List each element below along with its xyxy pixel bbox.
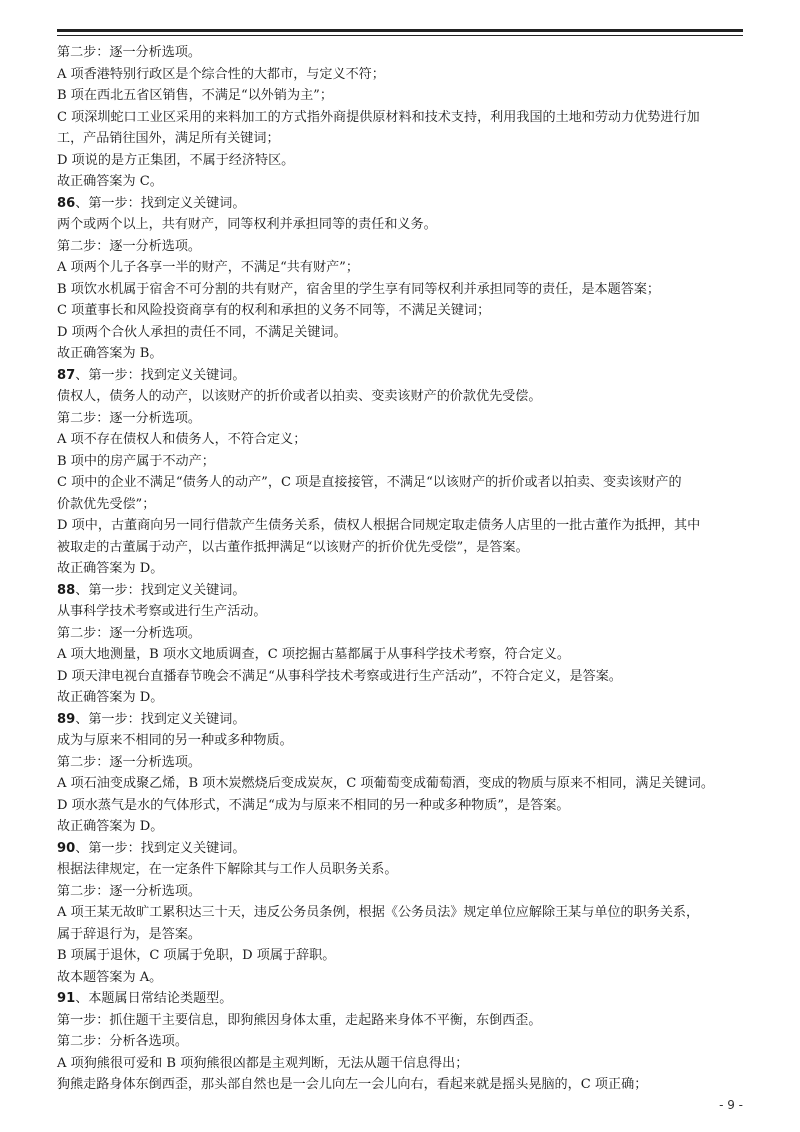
line-text: D 项天津电视台直播春节晚会不满足“从事科学技术考察或进行生产活动”，不符合定义，是答案。 <box>57 668 622 684</box>
line-text: D 项中，古董商向另一同行借款产生债务关系，债权人根据合同规定取走债务人店里的一批古董作为抵押，其中 <box>57 518 701 533</box>
text-line <box>57 902 757 924</box>
text-line <box>57 537 757 559</box>
text-line <box>57 322 757 344</box>
line-text: 故正确答案为 C。 <box>57 174 163 189</box>
line-text: 第二步：逐一分析选项。 <box>57 625 202 641</box>
line-text: 、本题属日常结论类题型。 <box>75 991 233 1006</box>
line-text: A 项石油变成聚乙烯，B 项木炭燃烧后变成炭灰，C 项葡萄变成葡萄酒，变成的物质与原来不相同，满足关键词。 <box>57 776 714 791</box>
text-line <box>57 171 757 193</box>
line-text: 成为与原来不相同的另一种或多种物质。 <box>57 733 293 748</box>
line-text: A 项香港特别行政区是个综合性的大都市，与定义不符； <box>57 66 385 82</box>
text-line <box>57 300 757 322</box>
line-text: 故本题答案为 A。 <box>57 969 163 985</box>
text-line <box>57 1031 757 1053</box>
line-text: A 项大地测量，B 项水文地质调查，C 项挖掘古墓都属于从事科学技术考察，符合定义。 <box>57 647 570 662</box>
question-number: 90 <box>57 840 76 856</box>
text-line <box>57 558 757 580</box>
line-text: C 项深圳蛇口工业区采用的来料加工的方式指外商提供原材料和技术支持，利用我国的土地和劳动力优势进行加 <box>57 109 700 125</box>
text-line <box>57 386 757 408</box>
text-line <box>57 429 757 451</box>
text-line <box>57 752 757 774</box>
header-rule-thin <box>57 35 743 36</box>
line-text: 、第一步：找到定义关键词。 <box>75 195 246 211</box>
text-line <box>57 214 757 236</box>
question-number: 87 <box>57 367 76 383</box>
text-line <box>57 859 757 881</box>
line-text: 被取走的古董属于动产，以古董作抵押满足“以该财产的折价优先受偿”，是答案。 <box>57 539 529 555</box>
line-text: B 项在西北五省区销售，不满足“以外销为主”； <box>57 88 333 103</box>
line-text: C 项中的企业不满足“债务人的动产”，C 项是直接接管，不满足“以该财产的折价或者以拍卖、变卖该财产的 <box>57 475 682 490</box>
question-heading-line <box>57 709 757 731</box>
line-text: 狗熊走路身体东倒西歪，那头部自然也是一会儿向左一会儿向右，看起来就是摇头晃脑的，C 项正确； <box>57 1077 648 1092</box>
text-line <box>57 279 757 301</box>
line-text: 第二步：逐一分析选项。 <box>57 410 202 426</box>
line-text: D 项水蒸气是水的气体形式，不满足“成为与原来不相同的另一种或多种物质”，是答案。 <box>57 797 570 813</box>
text-line <box>57 515 757 537</box>
line-text: 两个或两个以上，共有财产，同等权利并承担同等的责任和义务。 <box>57 217 437 232</box>
text-line <box>57 623 757 645</box>
line-text: 故正确答案为 D。 <box>57 819 164 834</box>
line-text: 第二步：逐一分析选项。 <box>57 883 202 899</box>
line-text: 第二步：逐一分析选项。 <box>57 45 202 60</box>
line-text: 根据法律规定，在一定条件下解除其与工作人员职务关系。 <box>57 862 398 877</box>
text-line <box>57 730 757 752</box>
text-line <box>57 644 757 666</box>
text-line <box>57 128 757 150</box>
text-line <box>57 42 757 64</box>
line-text: A 项两个儿子各享一半的财产，不满足“共有财产”； <box>57 260 359 275</box>
text-line <box>57 107 757 129</box>
text-line <box>57 601 757 623</box>
text-line <box>57 773 757 795</box>
line-text: 故正确答案为 D。 <box>57 561 164 576</box>
line-text: B 项属于退休，C 项属于免职，D 项属于辞职。 <box>57 948 336 963</box>
line-text: 从事科学技术考察或进行生产活动。 <box>57 604 267 619</box>
text-line <box>57 64 757 86</box>
line-text: 工，产品销往国外，满足所有关键词； <box>57 131 280 146</box>
question-heading-line <box>57 838 757 860</box>
text-line <box>57 881 757 903</box>
line-text: 第二步：分析各选项。 <box>57 1034 188 1049</box>
document-body <box>57 42 757 1096</box>
line-text: 、第一步：找到定义关键词。 <box>75 582 246 598</box>
question-number: 88 <box>57 582 76 598</box>
text-line <box>57 795 757 817</box>
line-text: A 项狗熊很可爱和 B 项狗熊很凶都是主观判断，无法从题干信息得出； <box>57 1055 469 1071</box>
line-text: 第二步：逐一分析选项。 <box>57 754 202 770</box>
text-line <box>57 494 757 516</box>
line-text: 债权人，债务人的动产，以该财产的折价或者以拍卖、变卖该财产的价款优先受偿。 <box>57 389 542 404</box>
text-line <box>57 236 757 258</box>
text-line <box>57 257 757 279</box>
line-text: 第一步：抓住题干主要信息，即狗熊因身体太重，走起路来身体不平衡，东倒西歪。 <box>57 1012 542 1028</box>
line-text: 第二步：逐一分析选项。 <box>57 238 202 254</box>
line-text: 价款优先受偿”； <box>57 496 156 512</box>
text-line <box>57 1010 757 1032</box>
line-text: B 项中的房产属于不动产； <box>57 453 215 469</box>
text-line <box>57 924 757 946</box>
text-line <box>57 816 757 838</box>
text-line <box>57 945 757 967</box>
text-line <box>57 150 757 172</box>
text-line <box>57 687 757 709</box>
question-heading-line <box>57 988 757 1010</box>
question-heading-line <box>57 580 757 602</box>
line-text: 、第一步：找到定义关键词。 <box>75 840 246 856</box>
line-text: 故正确答案为 D。 <box>57 690 164 705</box>
line-text: 属于辞退行为，是答案。 <box>57 926 202 942</box>
text-line <box>57 1074 757 1096</box>
line-text: B 项饮水机属于宿舍不可分割的共有财产，宿舍里的学生享有同等权利并承担同等的责任，是本题答案； <box>57 281 661 297</box>
page-number: - 9 - <box>719 1098 743 1112</box>
text-line <box>57 451 757 473</box>
text-line <box>57 666 757 688</box>
header-rule-thick <box>57 29 743 32</box>
text-line <box>57 1053 757 1075</box>
text-line <box>57 472 757 494</box>
text-line <box>57 85 757 107</box>
line-text: D 项两个合伙人承担的责任不同，不满足关键词。 <box>57 324 347 340</box>
question-number: 86 <box>57 195 76 211</box>
question-number: 91 <box>57 991 76 1006</box>
line-text: A 项不存在债权人和债务人，不符合定义； <box>57 432 307 447</box>
line-text: C 项董事长和风险投资商享有的权利和承担的义务不同等，不满足关键词； <box>57 303 491 318</box>
line-text: A 项王某无故旷工累积达三十天，违反公务员条例，根据《公务员法》规定单位应解除王某与单位的职务关系， <box>57 905 700 920</box>
text-line <box>57 343 757 365</box>
question-number: 89 <box>57 711 76 727</box>
line-text: 、第一步：找到定义关键词。 <box>75 367 246 383</box>
line-text: D 项说的是方正集团，不属于经济特区。 <box>57 152 295 168</box>
line-text: 、第一步：找到定义关键词。 <box>75 711 246 727</box>
line-text: 故正确答案为 B。 <box>57 346 163 361</box>
text-line <box>57 408 757 430</box>
question-heading-line <box>57 365 757 387</box>
text-line <box>57 967 757 989</box>
question-heading-line <box>57 193 757 215</box>
